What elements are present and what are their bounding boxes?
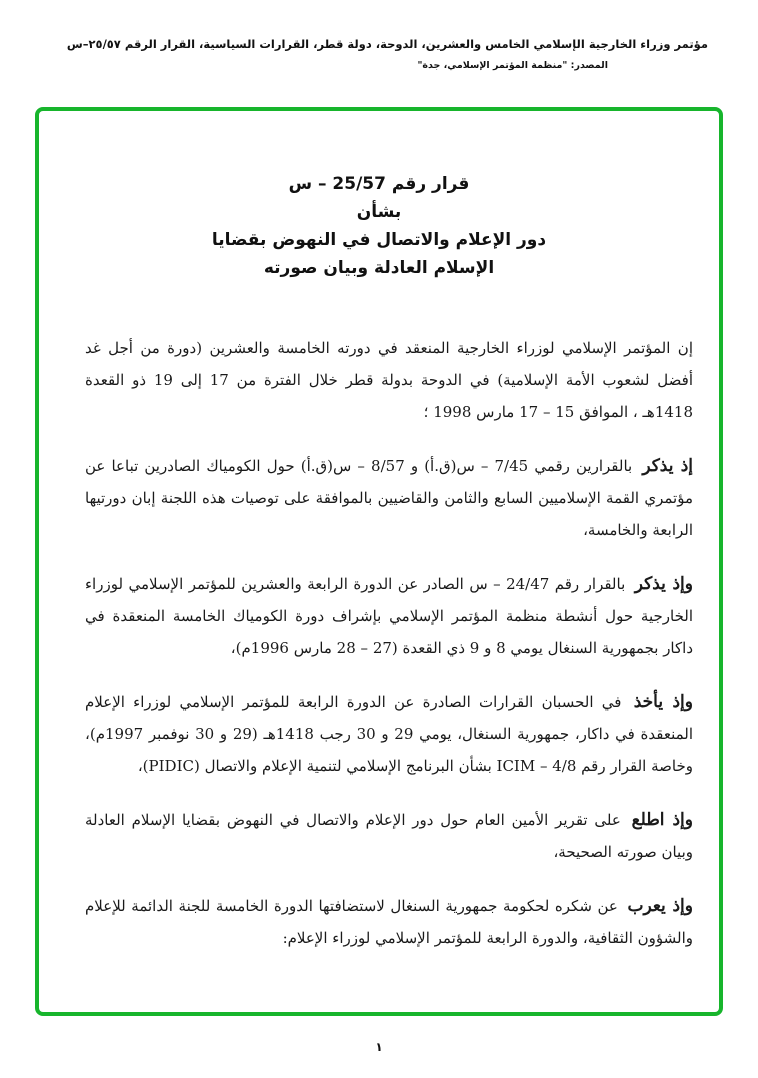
resolution-title-block bbox=[0, 170, 758, 282]
resolution-subject-line-1: دور الإعلام والاتصال في النهوض بقضايا bbox=[211, 230, 547, 250]
having-reviewed-paragraph bbox=[85, 804, 693, 868]
header-source-line: المصدر: "منظمة المؤتمر الإسلامي، جدة" bbox=[417, 60, 608, 71]
paragraph-text: في الحسبان القرارات الصادرة عن الدورة الرابعة للمؤتمر الإسلامي لوزراء الإعلام المنعقدة في داكار، جمهورية السنغال، يومي 29 و 30 رجب 1418هـ (29 و 30 نوفمبر 1997م)، وخاصة القرار رقم 4/8 – ICIM بشأن البرنامج الإسلامي لتنمية الإعلام والاتصال (PIDIC)، bbox=[85, 693, 694, 775]
resolution-body bbox=[85, 332, 693, 976]
paragraph-lead-phrase: وإذ يعرب bbox=[627, 896, 693, 916]
preamble-text: إن المؤتمر الإسلامي لوزراء الخارجية المنعقد في دورته الخامسة والعشرين (دورة من أجل غد أفضل لشعوب الأمة الإسلامية) في الدوحة بدولة قطر خلال الفترة من 17 إلى 19 ذو القعدة 1418هـ ، الموافق 15 – 17 مارس 1998 ؛ bbox=[85, 339, 693, 421]
resolution-subject-line-2: الإسلام العادلة وبيان صورته bbox=[263, 258, 495, 278]
page-number: ١ bbox=[375, 1040, 383, 1054]
header-conference-line: مؤتمر وزراء الخارجية الإسلامي الخامس والعشرين، الدوحة، دولة قطر، القرارات السياسية، القرار الرقم ٢٥/٥٧–س bbox=[66, 37, 708, 51]
paragraph-text: بالقرار رقم 24/47 – س الصادر عن الدورة الرابعة والعشرين للمؤتمر الإسلامي لوزراء الخارجية حول أنشطة منظمة المؤتمر الإسلامي بإشراف دورة الكومياك الخامسة المنعقدة في داكار بجمهورية السنغال يومي 8 و 9 ذي القعدة (27 – 28 مارس 1996م)، bbox=[85, 575, 693, 657]
expressing-thanks-paragraph bbox=[85, 890, 693, 954]
considering-paragraph bbox=[85, 686, 693, 782]
recalling-paragraph-2 bbox=[85, 568, 693, 664]
preamble-paragraph bbox=[85, 332, 693, 428]
paragraph-text: عن شكره لحكومة جمهورية السنغال لاستضافتها الدورة الخامسة للجنة الدائمة للإعلام والشؤون الثقافية، والدورة الرابعة للمؤتمر الإسلامي لوزراء الإعلام: bbox=[85, 897, 693, 947]
resolution-number: قرار رقم 25/57 – س bbox=[288, 174, 470, 194]
document-header bbox=[0, 36, 758, 74]
recalling-paragraph bbox=[85, 450, 693, 546]
resolution-regarding: بشأن bbox=[356, 202, 402, 222]
paragraph-lead-phrase: إذ يذكر bbox=[642, 456, 694, 476]
paragraph-lead-phrase: وإذ اطلع bbox=[631, 810, 693, 830]
paragraph-lead-phrase: وإذ يأخذ bbox=[633, 692, 693, 712]
paragraph-lead-phrase: وإذ يذكر bbox=[634, 574, 693, 594]
paragraph-text: على تقرير الأمين العام حول دور الإعلام والاتصال في النهوض بقضايا الإسلام العادلة وبيان صورته الصحيحة، bbox=[85, 811, 693, 861]
paragraph-text: بالقرارين رقمي 7/45 – س(ق.أ) و 8/57 – س(ق.أ) حول الكومياك الصادرين تباعا عن مؤتمري القمة الإسلاميين السابع والثامن والقاضيين بالموافقة على توصيات هذه اللجنة إبان دورتيها الرابعة والخامسة، bbox=[85, 457, 693, 539]
